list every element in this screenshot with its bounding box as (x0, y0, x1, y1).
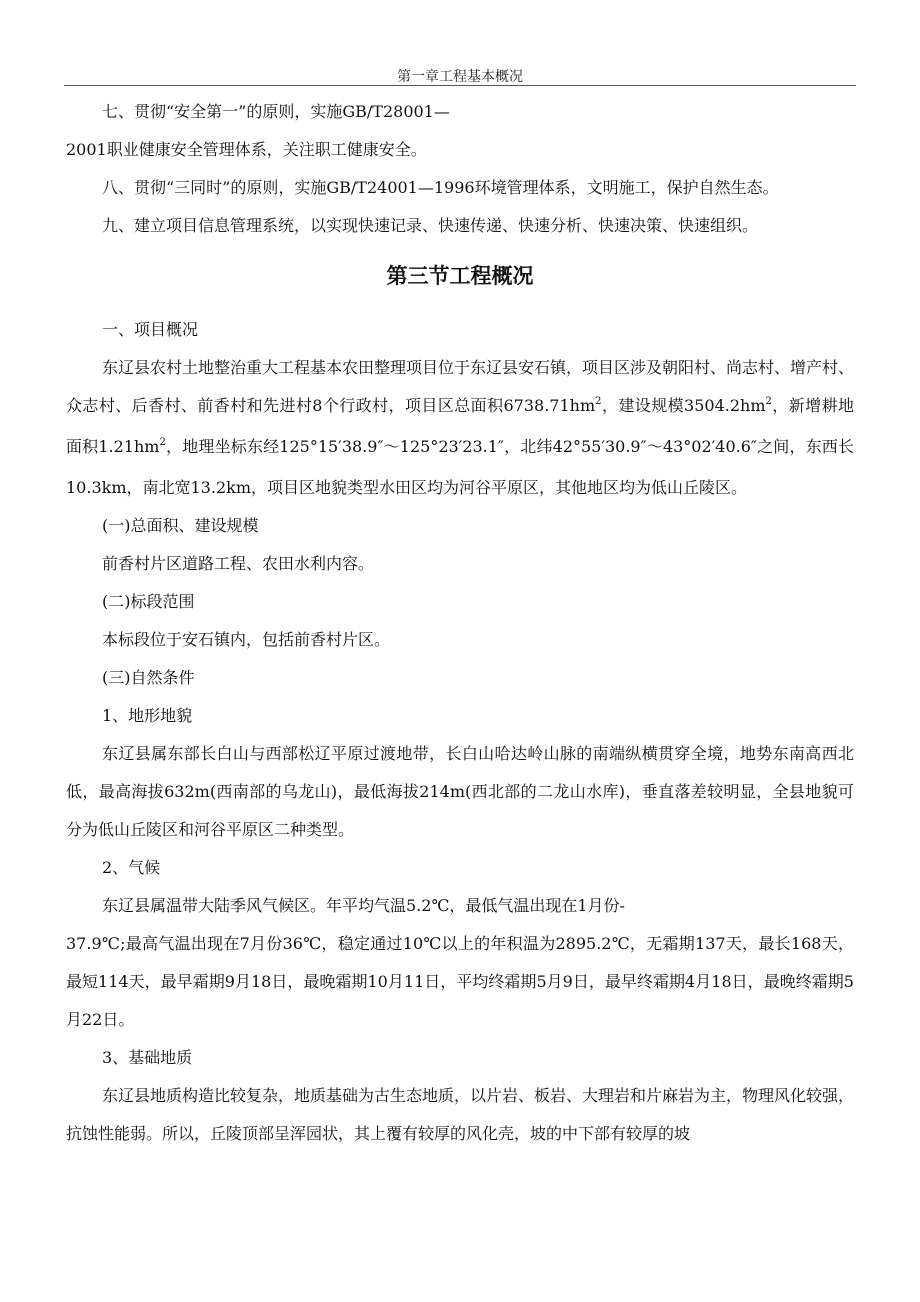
geology-text: 东辽县地质构造比较复杂，地质基础为古生态地质，以片岩、板岩、大理岩和片麻岩为主，物理风化较强，抗蚀性能弱。所以，丘陵顶部呈浑园状，其上覆有较厚的风化壳，坡的中下部有较厚的坡 (66, 1086, 855, 1143)
project-desc-part-a: 东辽县农村土地整治重大工程基本农田整理项目位于东辽县安石镇，项目区涉及朝阳村、尚志村、增产村、众志村、后香村、前香村和先进村8个行政村，项目区总面积6738.71hm (66, 358, 855, 415)
section-title: 第三节工程概况 (386, 264, 534, 288)
geology-heading: 3、基础地质 (102, 1048, 193, 1067)
subsection-1-heading: (一)总面积、建设规模 (102, 516, 259, 535)
project-desc-part-c: ，新增耕地面积1.21hm (66, 396, 854, 456)
page-header: 第一章工程基本概况 (397, 69, 523, 85)
terrain-text: 东辽县属东部长白山与西部松辽平原过渡地带，长白山哈达岭山脉的南端纵横贯穿全境，地势东南高西北低，最高海拔632m(西南部的乌龙山)，最低海拔214m(西北部的二龙山水库)，垂直落差较明显，全县地貌可分为低山丘陵区和河谷平原区二种类型。 (66, 744, 854, 839)
header-divider (64, 85, 856, 86)
project-description (66, 349, 854, 507)
climate-line1: 东辽县属温带大陆季风气候区。年平均气温5.2℃，最低气温出现在1月份- (102, 896, 625, 915)
superscript-2: 2 (765, 396, 772, 407)
climate-text: 37.9℃;最高气温出现在7月份36℃，稳定通过10℃以上的年积温为2895.2℃，无霜期137天，最长168天，最短114天，最早霜期9月18日，最晚霜期10月11日，平均终霜期5月9日，最早终霜期4月18日，最晚终霜期5月22日。 (66, 934, 854, 1029)
terrain-heading: 1、地形地貌 (102, 706, 193, 725)
climate-heading: 2、气候 (102, 858, 161, 877)
principle-7-line2: 2001职业健康安全管理体系，关注职工健康安全。 (66, 140, 427, 159)
project-heading: 一、项目概况 (102, 320, 199, 339)
principle-9: 九、建立项目信息管理系统，以实现快速记录、快速传递、快速分析、快速决策、快速组织。 (102, 216, 759, 235)
subsection-3-heading: (三)自然条件 (102, 668, 195, 687)
subsection-2-heading: (二)标段范围 (102, 592, 195, 611)
project-desc-part-b: ，建设规模3504.2hm (601, 396, 766, 415)
document-body (66, 93, 854, 1153)
superscript-2: 2 (159, 437, 166, 448)
principle-7-line1: 七、贯彻“安全第一”的原则，实施GB/T28001— (102, 102, 450, 121)
subsection-1-text: 前香村片区道路工程、农田水利内容。 (102, 554, 375, 573)
project-desc-part-d: ，地理坐标东经125°15′38.9″～125°23′23.1″，北纬42°55′30.9″～43°02′40.6″之间，东西长10.3km，南北宽13.2km，项目区地貌类型水田区均为河谷平原区，其他地区均为低山丘陵区。 (66, 437, 854, 497)
subsection-2-text: 本标段位于安石镇内，包括前香村片区。 (102, 630, 391, 649)
superscript-2: 2 (595, 396, 602, 407)
principle-8: 八、贯彻“三同时”的原则，实施GB/T24001—1996环境管理体系，文明施工，保护自然生态。 (102, 178, 779, 197)
